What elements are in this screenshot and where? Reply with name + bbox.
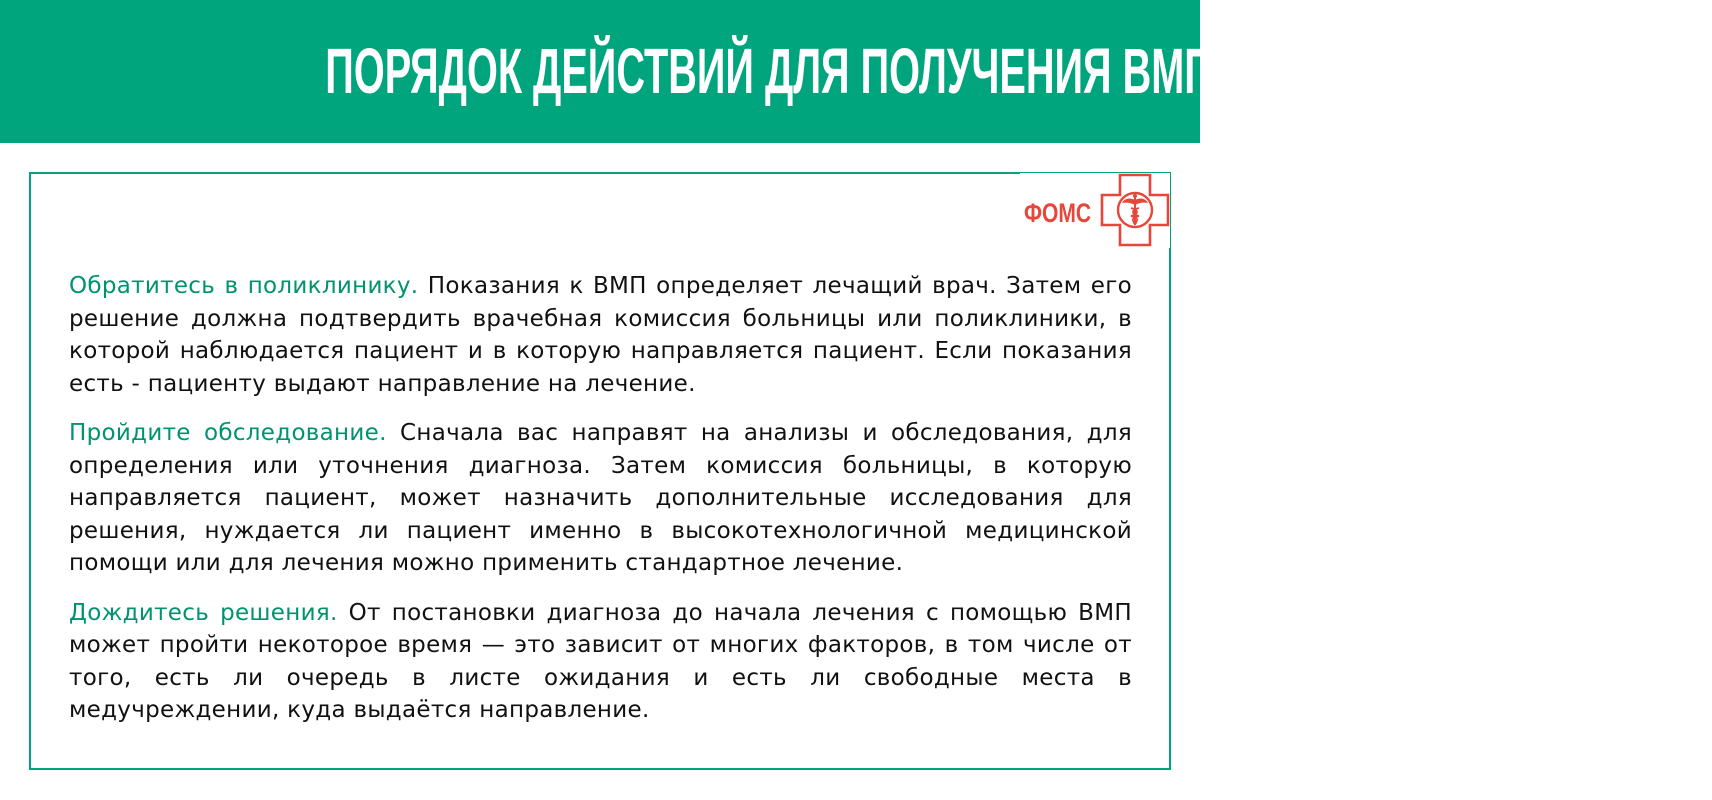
step-lead-clinic: Обратитесь в поликлинику. (69, 273, 419, 299)
step-body-exam: Сначала вас направят на анализы и обследования, для определения или уточнения диагноза. Затем комиссия больницы, в которую направляется пациент, может назначить дополнительные исследования для решения, нуждается ли пациент именно в высокотехнологичной медицинской помощи или для лечения можно применить стандартное лечение. (69, 420, 1133, 576)
instructions-text (69, 270, 1132, 744)
header-banner (0, 0, 1387, 143)
page-title: ПОРЯДОК ДЕЙСТВИЙ ДЛЯ ПОЛУЧЕНИЯ ВМП ПО ОМС (325, 35, 1387, 107)
step-body-clinic: Показания к ВМП определяет лечащий врач. Затем его решение должна подтвердить врачебная комиссия больницы или поликлиники, в которой наблюдается пациент и в которую направляется пациент. Если показания есть - пациенту выдают направление на лечение. (69, 273, 1132, 397)
step-lead-decision: Дождитесь решения. (69, 599, 338, 626)
medical-cross-caduceus-icon (1100, 173, 1170, 248)
step-body-decision: От постановки диагноза до начала лечения с помощью ВМП может пройти некоторое время — это зависит от многих факторов, в том числе от того, есть ли очередь в листе ожидания и есть ли свободные места в медучреждении, куда выдаётся направление. (69, 599, 1133, 723)
step-lead-exam: Пройдите обследование. (69, 420, 387, 446)
step-paragraph-clinic (69, 270, 1132, 400)
logo-text: ФОМС (1024, 198, 1092, 228)
step-paragraph-decision (69, 597, 1132, 727)
step-paragraph-exam (69, 417, 1132, 580)
foms-logo (1020, 173, 1170, 248)
